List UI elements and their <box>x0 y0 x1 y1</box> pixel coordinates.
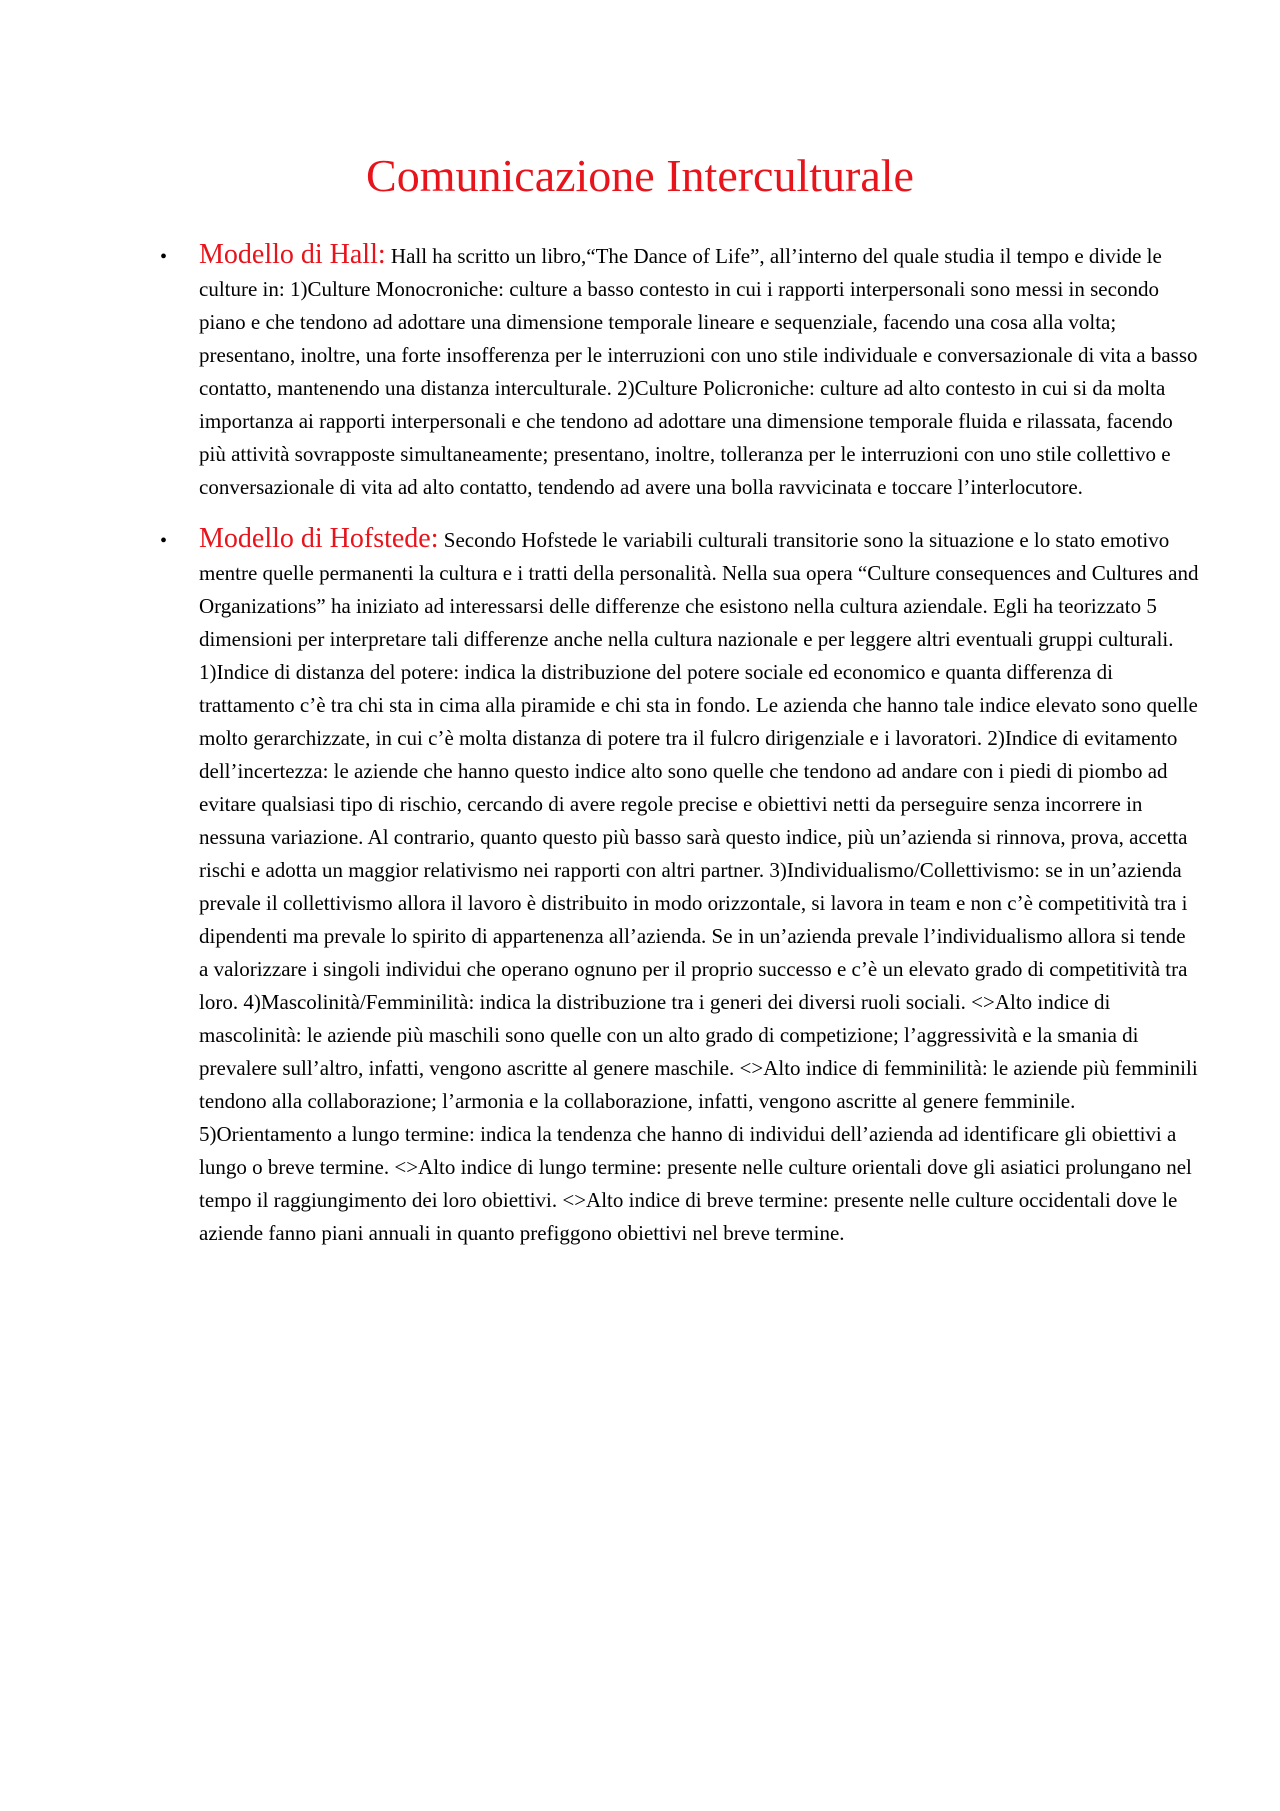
section-list <box>0 238 1280 1268</box>
section-paragraph <box>199 238 1199 504</box>
bullet-icon: • <box>160 246 168 268</box>
section-body: Secondo Hofstede le variabili culturali transitorie sono la situazione e lo stato emotivo mentre quelle permanenti la cultura e i tratti della personalità. Nella sua opera “Culture consequences and Cultures and Organizations” ha iniziato ad interessarsi delle differenze che esistono nella cultura aziendale. Egli ha teorizzato 5 dimensioni per interpretare tali differenze anche nella cultura nazionale e per leggere altri eventuali gruppi culturali. 1)Indice di distanza del potere: indica la distribuzione del potere sociale ed economico e quanta differenza di trattamento c’è tra chi sta in cima alla piramide e chi sta in fondo. Le azienda che hanno tale indice elevato sono quelle molto gerarchizzate, in cui c’è molta distanza di potere tra il fulcro dirigenziale e i lavoratori. 2)Indice di evitamento dell’incertezza: le aziende che hanno questo indice alto sono quelle che tendono ad andare con i piedi di piombo ad evitare qualsiasi tipo di rischio, cercando di avere regole precise e obiettivi netti da perseguire senza incorrere in nessuna variazione. Al contrario, quanto questo più basso sarà questo indice, più un’azienda si rinnova, prova, accetta rischi e adotta un maggior relativismo nei rapporti con altri partner. 3)Individualismo/Collettivismo: se in un’azienda prevale il collettivismo allora il lavoro è distribuito in modo orizzontale, si lavora in team e non c’è competitività tra i dipendenti ma prevale lo spirito di appartenenza all’azienda. Se in un’azienda prevale l’individualismo allora si tende a valorizzare i singoli individui che operano ognuno per il proprio successo e c’è un elevato grado di competitività tra loro. 4)Mascolinità/Femminilità: indica la distribuzione tra i generi dei diversi ruoli sociali. <>Alto indice di mascolinità: le aziende più maschili sono quelle con un alto grado di competizione; l’aggressività e la smania di prevalere sull’altro, infatti, vengono ascritte al genere maschile. <>Alto indice di femminilità: le aziende più femminili tendono alla collaborazione; l’armonia e la collaborazione, infatti, vengono ascritte al genere femminile. 5)Orientamento a lungo termine: indica la tendenza che hanno di individui dell’azienda ad identificare gli obiettivi a lungo o breve termine. <>Alto indice di lungo termine: presente nelle culture orientali dove gli asiatici prolungano nel tempo il raggiungimento dei loro obiettivi. <>Alto indice di breve termine: presente nelle culture occidentali dove le aziende fanno piani annuali in quanto prefiggono obiettivi nel breve termine. <box>199 528 1199 1245</box>
document-title: Comunicazione Interculturale <box>366 150 914 201</box>
list-item-hall <box>0 238 1199 504</box>
section-heading: Modello di Hofstede: <box>199 523 439 554</box>
list-item-hofstede <box>0 522 1199 1250</box>
section-heading: Modello di Hall: <box>199 239 386 270</box>
section-body: Hall ha scritto un libro,“The Dance of Life”, all’interno del quale studia il tempo e divide le culture in: 1)Culture Monocroniche: culture a basso contesto in cui i rapporti interpersonali sono messi in secondo piano e che tendono ad adottare una dimensione temporale lineare e sequenziale, facendo una cosa alla volta; presentano, inoltre, una forte insofferenza per le interruzioni con uno stile individuale e conversazionale di vita a basso contatto, mantenendo una distanza interculturale. 2)Culture Policroniche: culture ad alto contesto in cui si da molta importanza ai rapporti interpersonali e che tendono ad adottare una dimensione temporale fluida e rilassata, facendo più attività sovrapposte simultaneamente; presentano, inoltre, tolleranza per le interruzioni con uno stile collettivo e conversazionale di vita ad alto contatto, tendendo ad avere una bolla ravvicinata e toccare l’interlocutore. <box>199 244 1198 499</box>
section-paragraph <box>199 522 1199 1250</box>
bullet-icon: • <box>160 530 168 552</box>
